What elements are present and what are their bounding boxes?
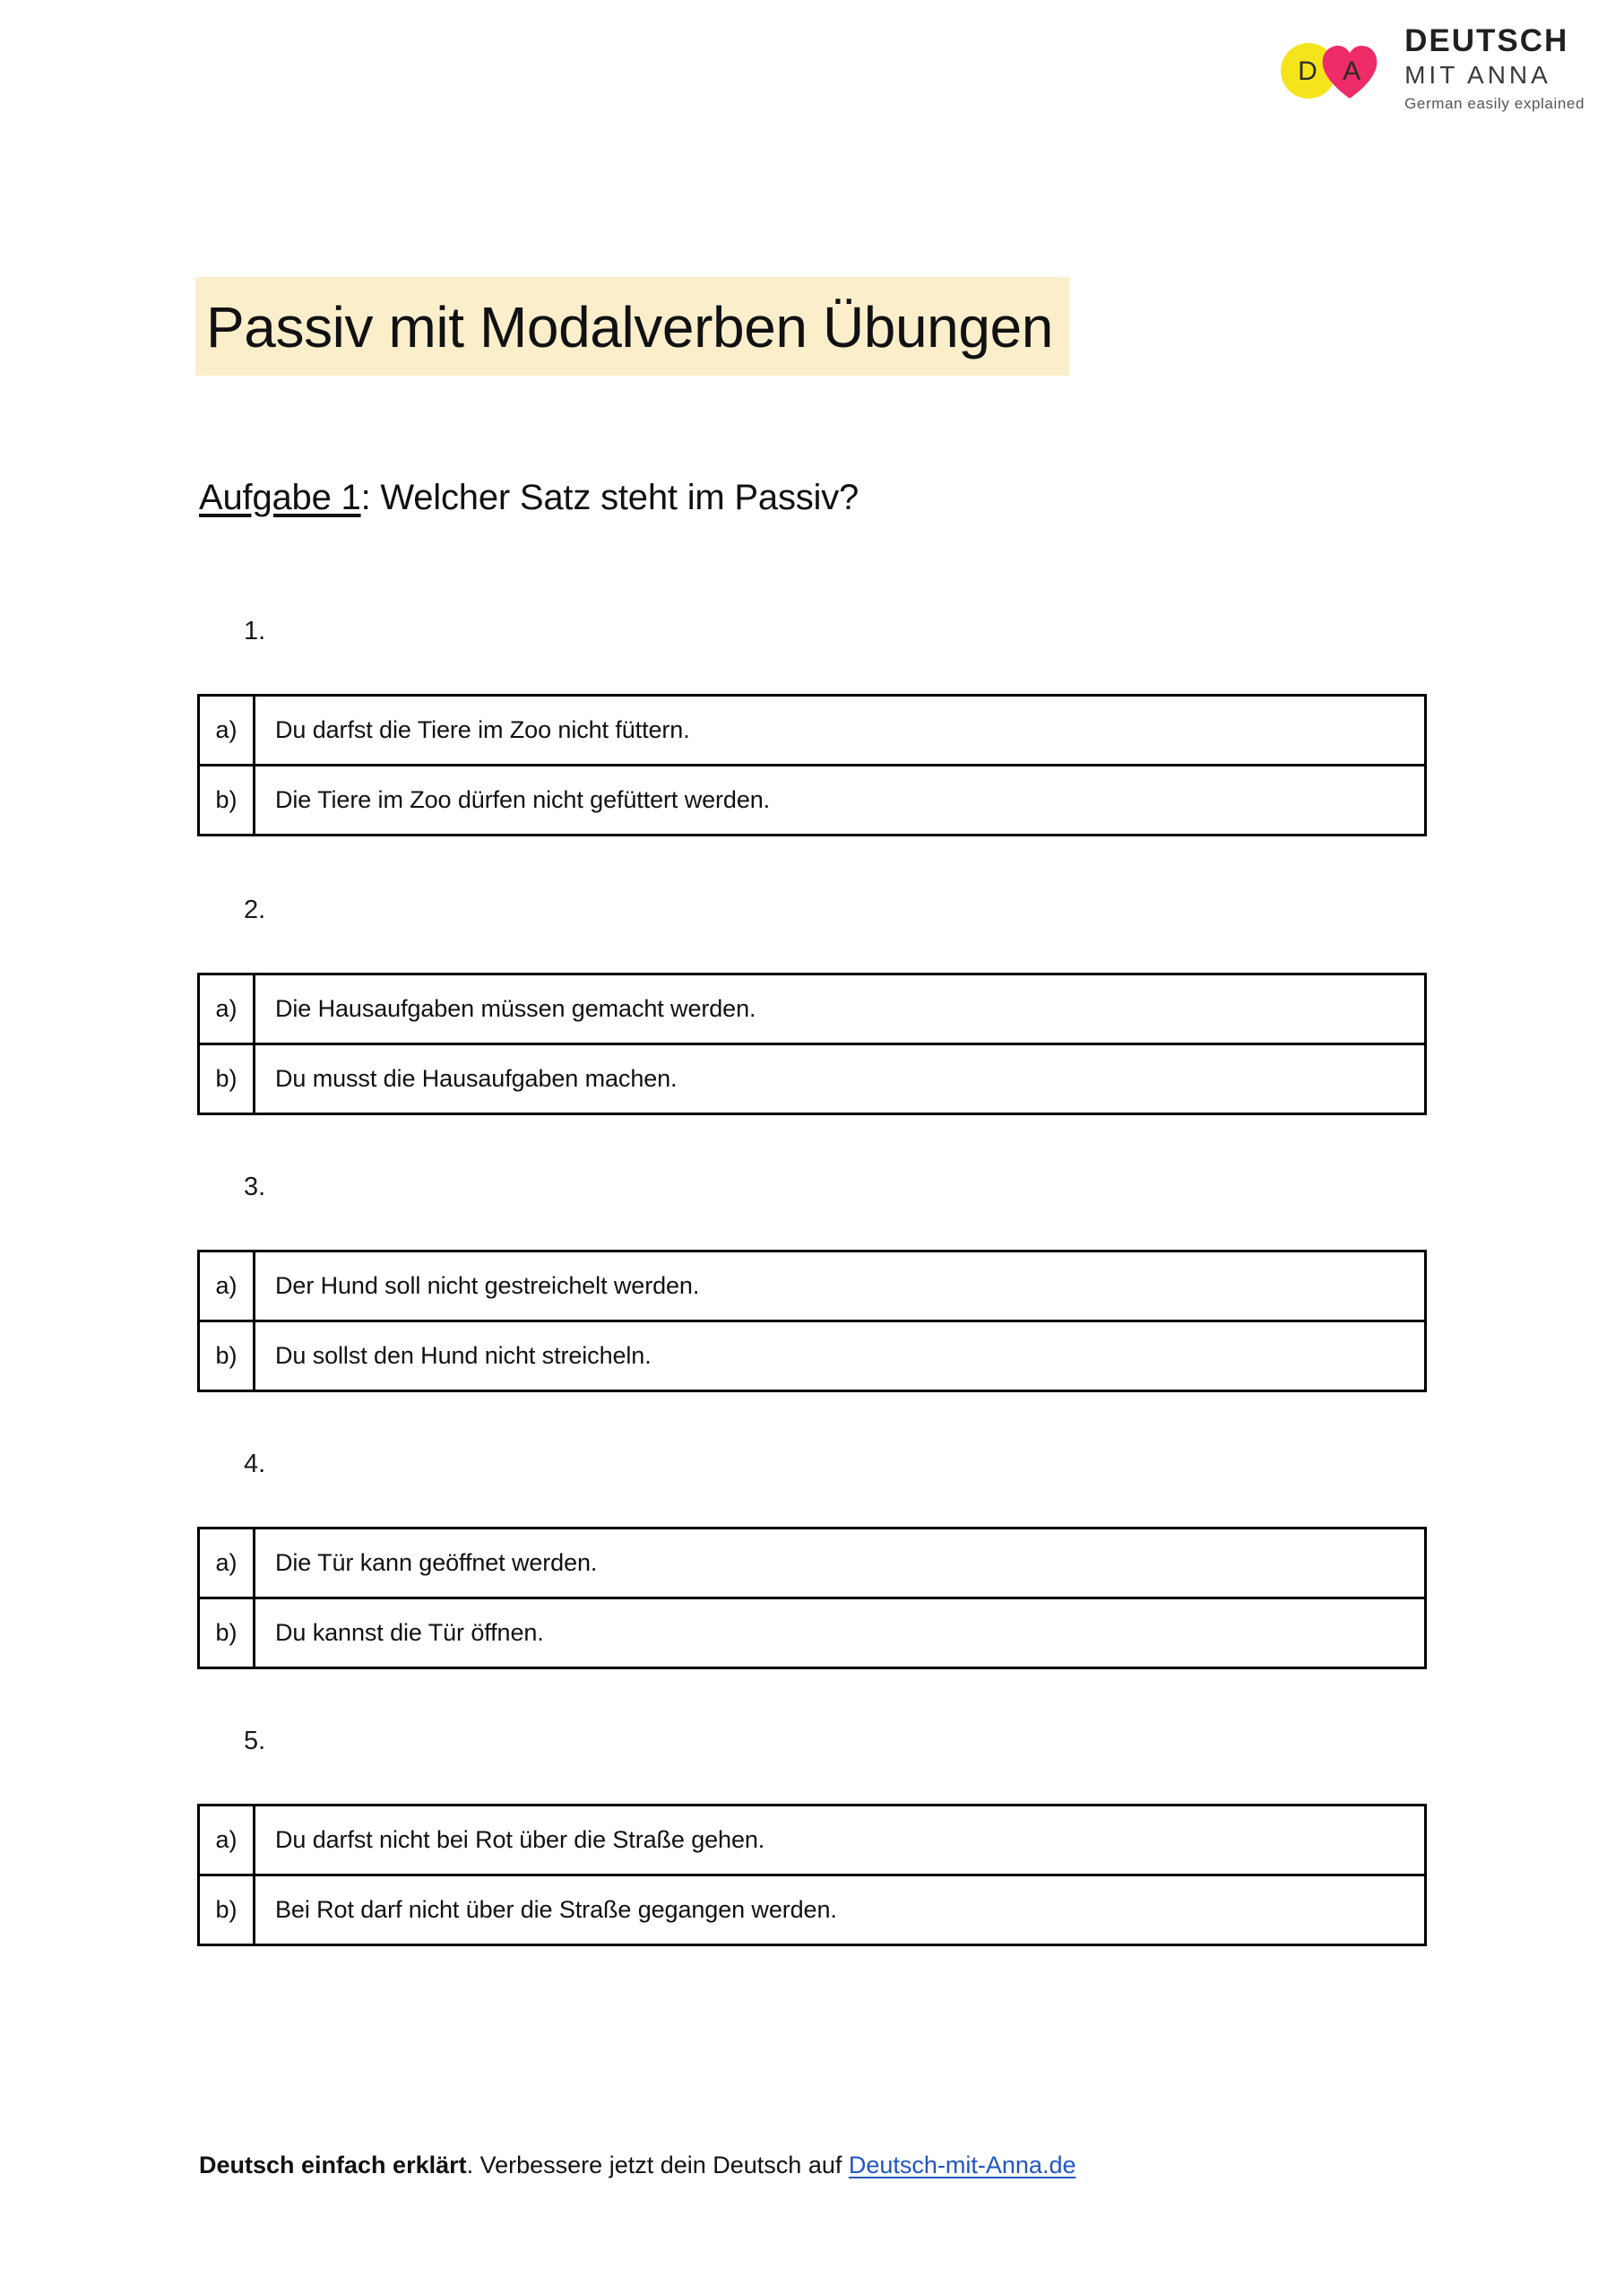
page-title-wrapper xyxy=(195,238,1069,414)
answer-option-row[interactable] xyxy=(199,1598,1426,1668)
question-spacer xyxy=(0,1115,1624,1174)
logo-letter-a: A xyxy=(1343,56,1361,86)
question-number: 3. xyxy=(244,1173,266,1201)
answer-options-table xyxy=(197,694,1427,836)
logo-tagline: German easily explained xyxy=(1404,95,1585,112)
question-group xyxy=(0,619,1624,897)
footer-bold-text: Deutsch einfach erklärt xyxy=(199,2152,467,2178)
brand-logo xyxy=(1281,25,1585,111)
logo-word-deutsch: DEUTSCH xyxy=(1404,23,1569,58)
answer-options-table xyxy=(197,1250,1427,1392)
answer-option-label: a) xyxy=(199,1806,255,1875)
logo-mark xyxy=(1281,33,1390,103)
question-spacer xyxy=(0,836,1624,897)
answer-options-table xyxy=(197,973,1427,1115)
question-list xyxy=(0,619,1624,2005)
answer-option-sentence: Du sollst den Hund nicht streicheln. xyxy=(275,1342,652,1369)
question-number: 1. xyxy=(244,617,266,645)
answer-option-sentence: Du darfst nicht bei Rot über die Straße gehen. xyxy=(275,1826,765,1853)
question-spacer xyxy=(0,1669,1624,1728)
answer-option-row[interactable] xyxy=(199,1251,1426,1321)
answer-option-row[interactable] xyxy=(199,696,1426,766)
answer-option-sentence: Bei Rot darf nicht über die Straße gegangen werden. xyxy=(275,1896,837,1923)
answer-option-row[interactable] xyxy=(199,974,1426,1044)
answer-option-sentence: Die Hausaufgaben müssen gemacht werden. xyxy=(275,995,756,1022)
answer-option-label: b) xyxy=(199,1321,255,1391)
logo-wordmark xyxy=(1404,25,1585,111)
footer xyxy=(199,2152,1075,2179)
answer-options-table xyxy=(197,1527,1427,1669)
answer-option-label: a) xyxy=(199,1251,255,1321)
answer-option-label: a) xyxy=(199,974,255,1044)
footer-middle-text: . Verbessere jetzt dein Deutsch auf xyxy=(466,2152,849,2178)
answer-option-row[interactable] xyxy=(199,766,1426,836)
answer-option-label: b) xyxy=(199,1598,255,1668)
answer-option-label: b) xyxy=(199,1875,255,1945)
answer-option-sentence: Du kannst die Tür öffnen. xyxy=(275,1619,544,1646)
answer-option-label: b) xyxy=(199,766,255,836)
answer-option-row[interactable] xyxy=(199,1875,1426,1945)
answer-option-label: b) xyxy=(199,1044,255,1114)
answer-option-row[interactable] xyxy=(199,1806,1426,1875)
question-group xyxy=(0,1728,1624,2005)
task-prompt: : Welcher Satz steht im Passiv? xyxy=(360,478,860,517)
question-number: 5. xyxy=(244,1727,266,1755)
page-title: Passiv mit Modalverben Übungen xyxy=(195,277,1069,376)
answer-option-sentence: Die Tiere im Zoo dürfen nicht gefüttert werden. xyxy=(275,786,771,813)
question-number: 2. xyxy=(244,896,266,924)
answer-option-sentence: Du darfst die Tiere im Zoo nicht füttern. xyxy=(275,716,690,743)
task-label: Aufgabe 1 xyxy=(199,478,361,517)
answer-option-sentence: Der Hund soll nicht gestreichelt werden. xyxy=(275,1272,700,1299)
question-number: 4. xyxy=(244,1450,266,1478)
question-spacer xyxy=(0,1946,1624,2005)
logo-word-mit-anna: MIT ANNA xyxy=(1404,61,1551,89)
answer-options-table xyxy=(197,1804,1427,1946)
answer-option-label: a) xyxy=(199,696,255,766)
question-group xyxy=(0,1451,1624,1728)
task-heading xyxy=(199,478,859,518)
logo-letter-d: D xyxy=(1298,56,1318,86)
answer-option-row[interactable] xyxy=(199,1044,1426,1114)
question-spacer xyxy=(0,1392,1624,1451)
answer-option-row[interactable] xyxy=(199,1529,1426,1598)
answer-option-row[interactable] xyxy=(199,1321,1426,1391)
answer-option-sentence: Die Tür kann geöffnet werden. xyxy=(275,1549,598,1576)
footer-website-link[interactable]: Deutsch-mit-Anna.de xyxy=(848,2152,1076,2178)
question-group xyxy=(0,897,1624,1174)
answer-option-sentence: Du musst die Hausaufgaben machen. xyxy=(275,1065,678,1092)
answer-option-label: a) xyxy=(199,1529,255,1598)
question-group xyxy=(0,1174,1624,1451)
